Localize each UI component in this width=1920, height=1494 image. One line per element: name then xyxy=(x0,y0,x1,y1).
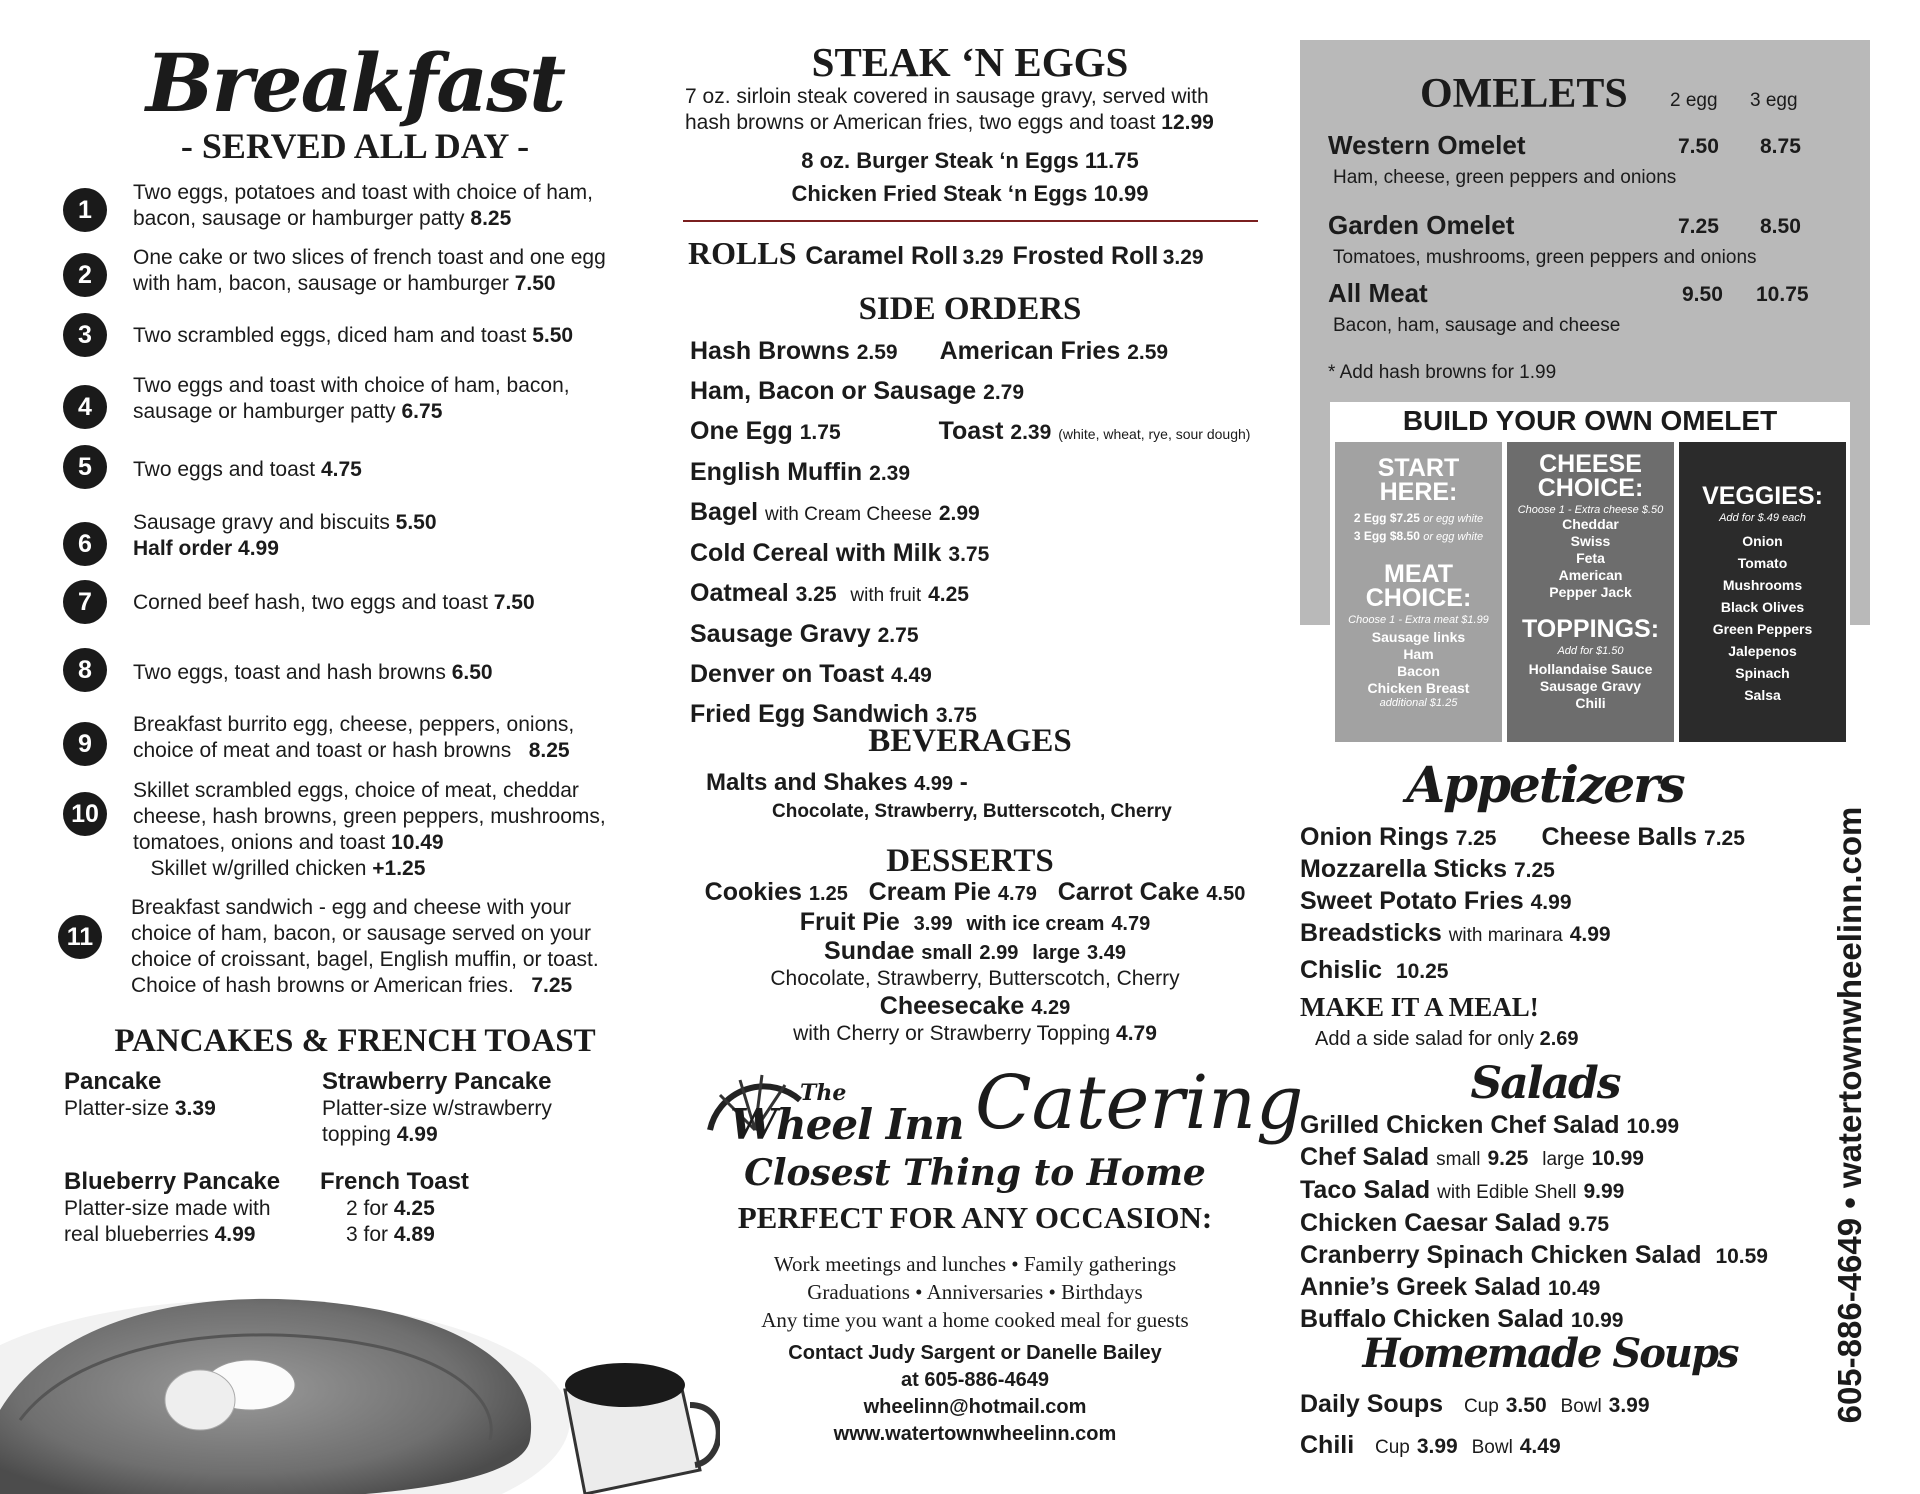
catering-contact: Contact Judy Sargent or Danelle Bailey at 605-886-4649 wheelinn@hotmail.com www.watertownwheelinn.com xyxy=(788,1342,1162,1445)
divider xyxy=(683,220,1258,222)
build-your-own-omelet xyxy=(1330,402,1850,744)
item-description: Two eggs, toast and hash browns 6.50 xyxy=(133,661,493,684)
beverages-title: BEVERAGES xyxy=(868,723,1072,759)
breakfast-section xyxy=(55,36,655,166)
breakfast-item xyxy=(55,373,655,433)
side-item: Fried Egg Sandwich 3.75 xyxy=(690,700,977,728)
breakfast-item xyxy=(55,510,655,570)
item-description: Two eggs and toast 4.75 xyxy=(133,458,362,481)
salads-list xyxy=(1300,1110,1820,1336)
item-number: 1 xyxy=(63,188,107,232)
item-number: 7 xyxy=(63,580,107,624)
breakfast-item xyxy=(55,778,655,888)
side-item: Ham, Bacon or Sausage 2.79 xyxy=(690,377,1025,405)
byo-start-column: START HERE: 2 Egg $7.25 or egg white 3 Egg $8.50 or egg white MEAT CHOICE: Choose 1 - Extra meat $1.99 Sausage links Ham Bacon Chicken Breast additional $1.25 xyxy=(1335,442,1502,742)
salad-item: Cranberry Spinach Chicken Salad 10.59 xyxy=(1300,1241,1768,1269)
catering-list: Work meetings and lunches • Family gatherings Graduations • Anniversaries • Birthdays Any time you want a home cooked meal for guests xyxy=(761,1252,1189,1332)
catering-slogan: Closest Thing to Home xyxy=(744,1152,1206,1194)
served-all-day: - SERVED ALL DAY - xyxy=(180,126,530,166)
salad-item: Annie’s Greek Salad 10.49 xyxy=(1300,1273,1601,1301)
salad-item: Buffalo Chicken Salad 10.99 xyxy=(1300,1305,1624,1333)
appetizers-title: Appetizers xyxy=(1406,755,1684,814)
side-item: One Egg 1.75 Toast 2.39 (white, wheat, rye, sour dough) xyxy=(690,417,1251,445)
item-number: 10 xyxy=(63,792,107,836)
side-orders-list xyxy=(690,332,1310,735)
side-item: Cold Cereal with Milk 3.75 xyxy=(690,539,990,567)
catering-logo: Catering xyxy=(975,1060,1304,1146)
breakfast-item xyxy=(55,245,655,305)
byo-veggies-column: VEGGIES: Add for $.49 each Onion Tomato Mushrooms Black Olives Green Peppers Jalepenos Spinach Salsa xyxy=(1679,442,1846,742)
blueberry-pancake-item: Blueberry Pancake Platter-size made with real blueberries 4.99 xyxy=(64,1168,281,1246)
item-description: Two eggs and toast with choice of ham, bacon, sausage or hamburger patty 6.75 xyxy=(133,374,570,423)
breakfast-item xyxy=(55,313,655,363)
breakfast-title: Breakfast xyxy=(145,36,565,130)
item-description: Skillet scrambled eggs, choice of meat, cheddar cheese, hash browns, green peppers, mushrooms, tomatoes, onions and toast 10.49 Skillet w/grilled chicken +1.25 xyxy=(133,779,606,880)
item-description: Two scrambled eggs, diced ham and toast 5.50 xyxy=(133,324,574,347)
vertical-contact: 605-886-4649 • watertownwheelinn.com xyxy=(1831,806,1868,1424)
appetizer-item: Sweet Potato Fries 4.99 xyxy=(1300,887,1572,915)
appetizer-item: Onion Rings 7.25 Cheese Balls 7.25 xyxy=(1300,823,1745,851)
breakfast-item xyxy=(55,712,655,772)
side-item: Bagel with Cream Cheese 2.99 xyxy=(690,498,980,526)
soups-title: Homemade Soups xyxy=(1362,1330,1738,1377)
steak-title: STEAK ‘N EGGS xyxy=(811,39,1129,85)
french-toast-item: French Toast 2 for 4.25 3 for 4.89 xyxy=(320,1168,469,1246)
wheel-inn-logo: Wheel Inn xyxy=(730,1100,964,1149)
meal-note: Add a side salad for only 2.69 xyxy=(1315,1028,1579,1050)
item-number: 9 xyxy=(63,722,107,766)
item-number: 6 xyxy=(63,522,107,566)
item-description: One cake or two slices of french toast and one egg with ham, bacon, sausage or hamburger 7.50 xyxy=(133,246,606,295)
appetizers-list xyxy=(1300,822,1820,1051)
breakfast-item xyxy=(55,180,655,240)
item-description: Two eggs, potatoes and toast with choice of ham, bacon, sausage or hamburger patty 8.25 xyxy=(133,181,593,230)
side-item: English Muffin 2.39 xyxy=(690,458,911,486)
omelets-title: OMELETS xyxy=(1420,71,1628,117)
item-number: 11 xyxy=(58,915,102,959)
byo-cheese-column: CHEESE CHOICE: Choose 1 - Extra cheese $.50 Cheddar Swiss Feta American Pepper Jack TOPPINGS: Add for $1.50 Hollandaise Sauce Sausage Gravy Chili xyxy=(1507,442,1674,742)
make-it-a-meal: MAKE IT A MEAL! xyxy=(1300,992,1539,1022)
item-number: 2 xyxy=(63,253,107,297)
item-number: 3 xyxy=(63,313,107,357)
item-description: Breakfast sandwich - egg and cheese with your choice of ham, bacon, or sausage served on your choice of croissant, bagel, English muffin, or toast. Choice of hash browns or American fries. 7.25 xyxy=(131,896,599,997)
soup-item: Daily Soups Cup 3.50 Bowl 3.99 xyxy=(1300,1390,1650,1418)
side-item: Sausage Gravy 2.75 xyxy=(690,620,919,648)
beverages-list: Malts and Shakes 4.99 - Chocolate, Strawberry, Butterscotch, Cherry xyxy=(706,769,1172,822)
strawberry-pancake-item: Strawberry Pancake Platter-size w/strawberry topping 4.99 xyxy=(322,1068,552,1146)
item-description: Breakfast burrito egg, cheese, peppers, onions, choice of meat and toast or hash browns 8.25 xyxy=(133,713,575,762)
breakfast-list xyxy=(55,175,655,1015)
side-item: Oatmeal 3.25 with fruit 4.25 xyxy=(690,579,969,607)
rolls-row: ROLLS Caramel Roll 3.29 Frosted Roll 3.29 xyxy=(688,235,1204,271)
salad-item: Grilled Chicken Chef Salad 10.99 xyxy=(1300,1111,1680,1139)
steak-variants: 8 oz. Burger Steak ‘n Eggs 11.75 Chicken Fried Steak ‘n Eggs 10.99 xyxy=(791,148,1149,206)
appetizer-item: Breadsticks with marinara 4.99 xyxy=(1300,919,1611,947)
steak-description: 7 oz. sirloin steak covered in sausage gravy, served with hash browns or American fries, two eggs and toast 12.99 xyxy=(685,85,1214,134)
item-number: 8 xyxy=(63,648,107,692)
desserts-list: Cookies 1.25 Cream Pie 4.79 Carrot Cake 4.50 Fruit Pie 3.99 with ice cream 4.79 Sundae small 2.99 large 3.49 Chocolate, Strawberry, Butterscotch, Cherry Cheesecake 4.29 with Cherry or Strawberry Topping 4.79 xyxy=(704,878,1246,1045)
item-description: Sausage gravy and biscuits 5.50 Half order 4.99 xyxy=(133,511,437,560)
item-description: Corned beef hash, two eggs and toast 7.50 xyxy=(133,591,535,614)
catering-section: The Wheel Inn Catering Closest Thing to Home PERFECT FOR ANY OCCASION: Work meetings and lunches • Family gatherings Graduations • Anniversaries • Birthdays Any time you want a home cooked meal for guests Contact Judy Sargent or Danelle Bailey at 605-886-4649 wheelinn@hotmail.com www.watertownwheelinn.com xyxy=(685,1050,1285,1480)
breakfast-item xyxy=(55,445,655,495)
soups-list xyxy=(1300,1385,1820,1467)
side-item: Hash Browns 2.59 American Fries 2.59 xyxy=(690,337,1169,365)
appetizer-item: Chislic 10.25 xyxy=(1300,956,1449,984)
side-item: Denver on Toast 4.49 xyxy=(690,660,932,688)
pancakes-title: PANCAKES & FRENCH TOAST xyxy=(114,1023,596,1059)
pancake-item: Pancake Platter-size 3.39 xyxy=(64,1068,216,1120)
salad-item: Taco Salad with Edible Shell 9.99 xyxy=(1300,1176,1625,1204)
desserts-title: DESSERTS xyxy=(886,843,1054,879)
salads-title: Salads xyxy=(1470,1058,1620,1109)
rolls-title: ROLLS xyxy=(688,235,797,271)
breakfast-item xyxy=(55,580,655,630)
item-number: 5 xyxy=(63,445,107,489)
catering-occasion: PERFECT FOR ANY OCCASION: xyxy=(737,1200,1213,1235)
hash-brown-note: * Add hash browns for 1.99 xyxy=(1328,362,1557,383)
steak-section xyxy=(680,40,1280,210)
breakfast-item xyxy=(55,895,655,1015)
salad-item: Chicken Caesar Salad 9.75 xyxy=(1300,1209,1610,1237)
side-orders-title: SIDE ORDERS xyxy=(858,291,1082,327)
salad-item: Chef Salad small 9.25 large 10.99 xyxy=(1300,1143,1644,1171)
appetizer-item: Mozzarella Sticks 7.25 xyxy=(1300,855,1555,883)
breakfast-item xyxy=(55,648,655,698)
soup-item: Chili Cup 3.99 Bowl 4.49 xyxy=(1300,1431,1561,1459)
pancake-photo xyxy=(0,1270,720,1494)
item-number: 4 xyxy=(63,385,107,429)
byo-title: BUILD YOUR OWN OMELET xyxy=(1402,405,1778,436)
